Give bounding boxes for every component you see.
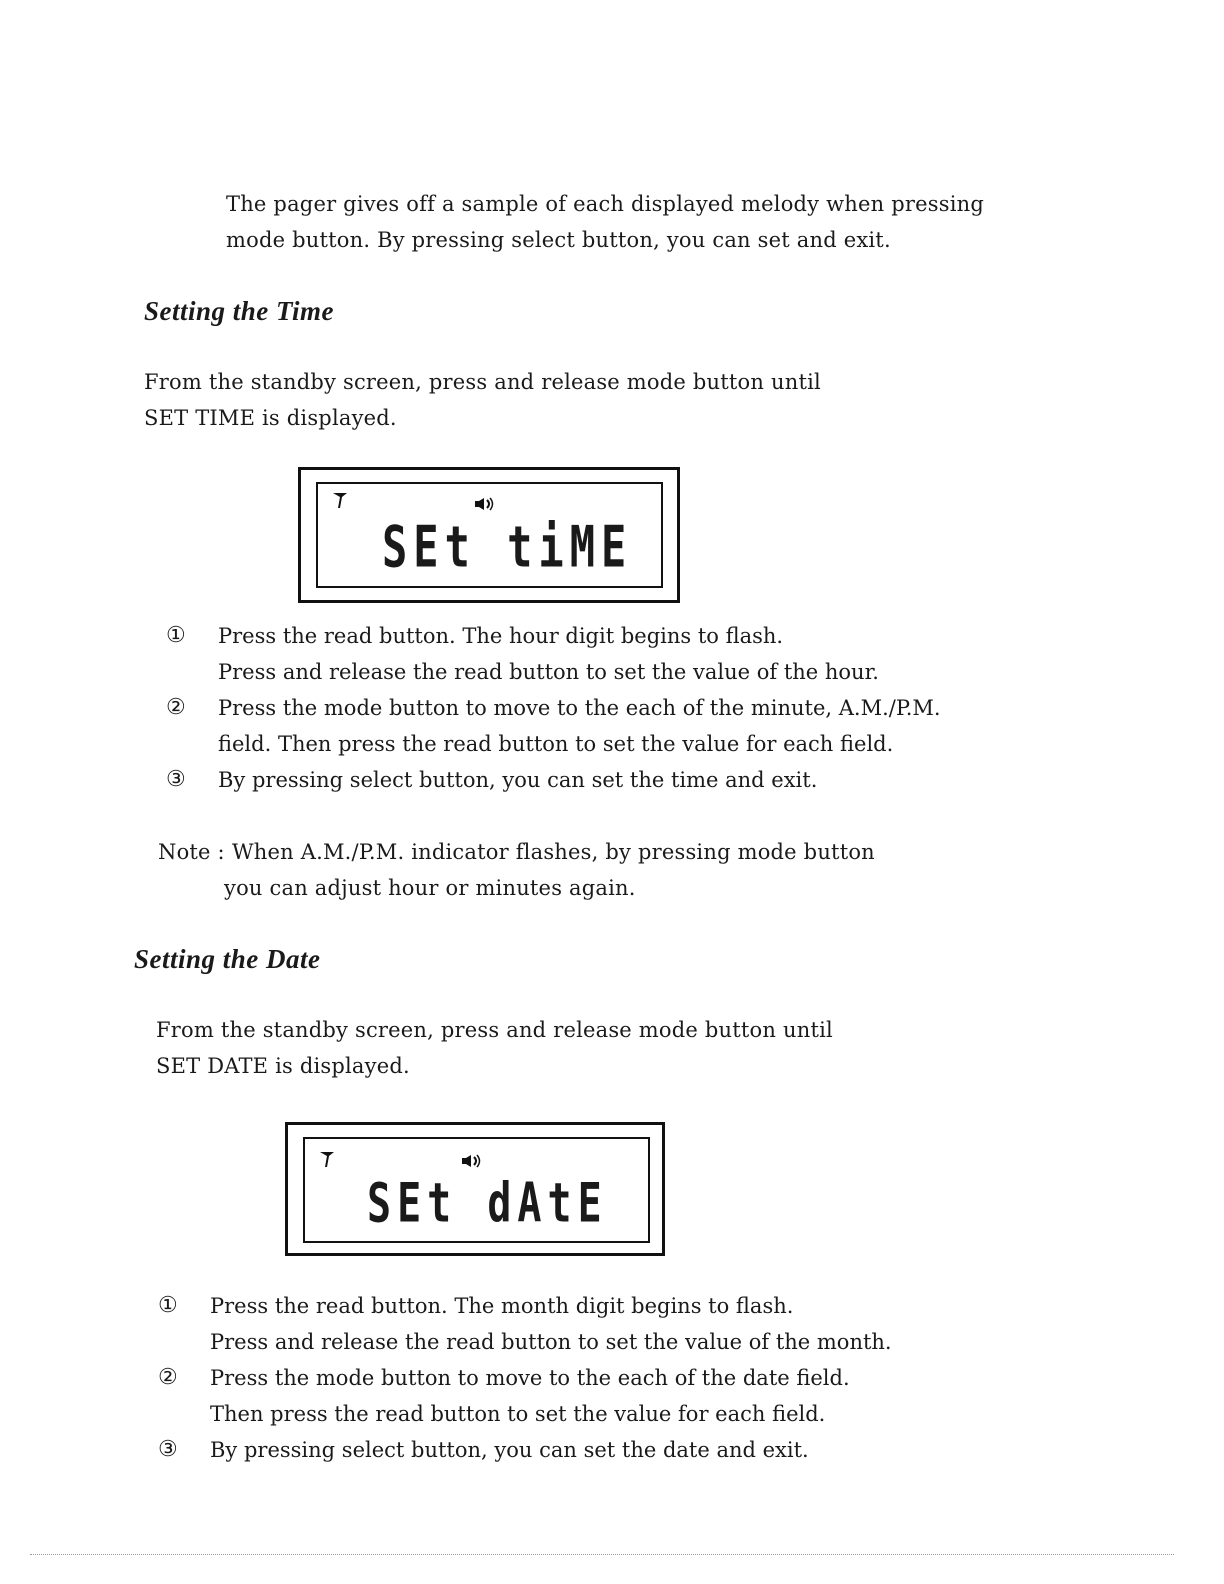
date-step-3-number: ③ (158, 1437, 178, 1462)
note-line-2: you can adjust hour or minutes again. (224, 876, 636, 900)
date-step-2-line-2: Then press the read button to set the value for each field. (210, 1402, 826, 1426)
time-step-2-number: ② (166, 695, 186, 720)
note-label: Note : (158, 840, 225, 864)
antenna-icon (332, 490, 348, 514)
date-lcd-screen (303, 1137, 650, 1243)
time-step-3-number: ③ (166, 767, 186, 792)
date-step-2-line-1: Press the mode button to move to the each of the date field. (210, 1366, 850, 1390)
time-lcd-display (298, 467, 680, 603)
speaker-icon (461, 1153, 483, 1172)
date-step-2-number: ② (158, 1365, 178, 1390)
time-desc-line-1: From the standby screen, press and release mode button until (144, 370, 821, 394)
antenna-icon (319, 1149, 335, 1173)
speaker-icon (474, 496, 496, 515)
time-desc-line-2: SET TIME is displayed. (144, 406, 397, 430)
time-step-2-line-1: Press the mode button to move to the each of the minute, A.M./P.M. (218, 696, 941, 720)
date-desc-line-1: From the standby screen, press and release mode button until (156, 1018, 833, 1042)
date-lcd-text: SEt dAtE (367, 1173, 608, 1236)
date-step-1-number: ① (158, 1293, 178, 1318)
scan-artifact-line (30, 1554, 1174, 1555)
date-heading: Setting the Date (134, 944, 321, 974)
intro-line-1: The pager gives off a sample of each displayed melody when pressing (226, 192, 984, 216)
date-step-1-line-2: Press and release the read button to set the value of the month. (210, 1330, 892, 1354)
time-step-1-line-2: Press and release the read button to set the value of the hour. (218, 660, 879, 684)
time-step-3-line-1: By pressing select button, you can set the time and exit. (218, 768, 818, 792)
note-line-1: When A.M./P.M. indicator flashes, by pressing mode button (232, 840, 875, 864)
time-heading: Setting the Time (144, 296, 334, 326)
time-lcd-screen (316, 482, 663, 588)
time-step-1-number: ① (166, 623, 186, 648)
time-step-2-line-2: field. Then press the read button to set the value for each field. (218, 732, 894, 756)
intro-line-2: mode button. By pressing select button, you can set and exit. (226, 228, 891, 252)
date-desc-line-2: SET DATE is displayed. (156, 1054, 410, 1078)
date-step-1-line-1: Press the read button. The month digit begins to flash. (210, 1294, 794, 1318)
date-lcd-display (285, 1122, 665, 1256)
time-lcd-text: SEt tiME (382, 514, 633, 581)
time-step-1-line-1: Press the read button. The hour digit begins to flash. (218, 624, 784, 648)
date-step-3-line-1: By pressing select button, you can set the date and exit. (210, 1438, 809, 1462)
